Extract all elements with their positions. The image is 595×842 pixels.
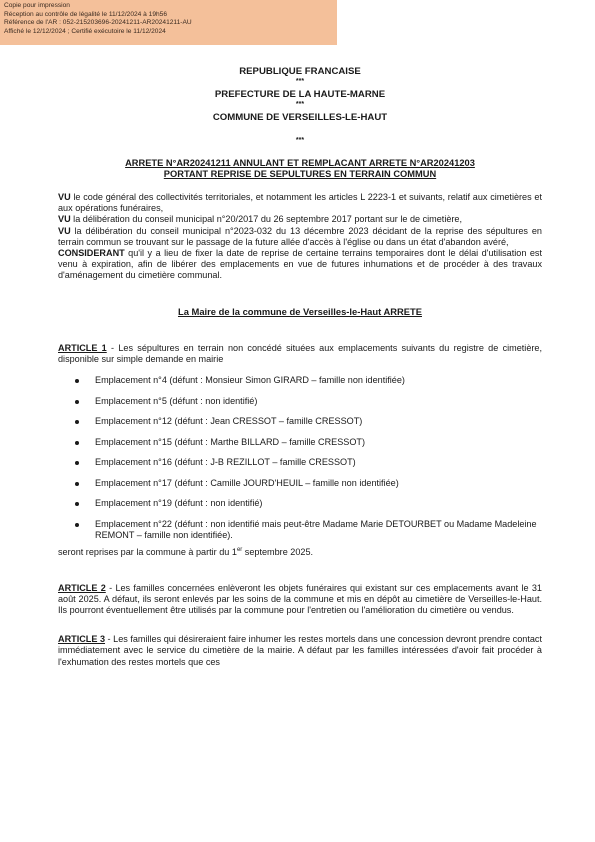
header-separator: *** [295, 137, 305, 144]
article-2-label: ARTICLE 2 [58, 582, 106, 593]
stamp-line: Réception au contrôle de légalité le 11/12/2024 à 19h56 [4, 10, 168, 18]
article-3-text: - Les familles qui désireraient faire inhumer les restes mortels dans une concession devront prendre contact immédiatement avec le service du cimetière de la mairie. A défaut par les familles intéressées d'avoir fait procéder à l'exhumation des restes mortels que ces [58, 634, 542, 667]
visa-lead: VU [58, 214, 71, 225]
article-2-text: - Les familles concernées enlèveront les objets funéraires qui existant sur ces emplacements avant le 31 août 2025. A défaut, ils seront enlevés par les soins de la commune et mis en dépôt au cimetière de Verseilles-le-Haut. Ils pourront éventuellement être utilisés par la commune pour l'entretien ou l'amélioration du cimetière ou vendus. [58, 582, 542, 616]
visa-item [58, 226, 542, 248]
document-page [58, 66, 542, 668]
legality-stamp [0, 0, 337, 45]
considerant-item [58, 248, 542, 282]
article-2 [58, 583, 542, 617]
header-republic: REPUBLIQUE FRANCAISE [239, 66, 361, 77]
article-3 [58, 634, 542, 668]
outro-text: seront reprises par la commune à partir du 1 [58, 547, 237, 558]
outro-text: septembre 2025. [242, 547, 314, 558]
decree-title-line2: PORTANT REPRISE DE SEPULTURES EN TERRAIN COMMUN [163, 169, 437, 179]
visa-lead: VU [58, 192, 71, 202]
list-item: Emplacement n°19 (défunt : non identifié) [58, 498, 542, 509]
visa-text: la délibération du conseil municipal n°2023-032 du 13 décembre 2023 décidant de la reprise des sépultures en terrain commun se trouvant sur le passage de la future allée d'accès à l'église ou dans un état d'abandon avéré, [58, 225, 542, 247]
header-separator: *** [295, 78, 305, 85]
list-item: Emplacement n°22 (défunt : non identifié mais peut-être Madame Marie DETOURBET ou Madame Madeleine REMONT – famille non identifiée). [58, 519, 542, 541]
visa-item [58, 192, 542, 214]
outro-sup: er [236, 547, 243, 554]
article-1-intro: - Les sépultures en terrain non concédé situées aux emplacements suivants du registre de cimetière, disponible sur simple demande en mairie [58, 342, 542, 365]
decision-heading: La Maire de la commune de Verseilles-le-Haut ARRETE [177, 305, 422, 317]
decree-title-line1: ARRETE N°AR20241211 ANNULANT ET REMPLACANT ARRETE N°AR20241203 [125, 158, 475, 168]
visa-text: la délibération du conseil municipal n°20/2017 du 26 septembre 2017 portant sur le de cimetière, [70, 214, 463, 225]
header-prefecture: PREFECTURE DE LA HAUTE-MARNE [214, 89, 386, 100]
considerant-lead: CONSIDERANT [58, 248, 125, 259]
article-1 [58, 343, 542, 365]
list-item: Emplacement n°15 (défunt : Marthe BILLARD – famille CRESSOT) [58, 437, 542, 448]
list-item: Emplacement n°12 (défunt : Jean CRESSOT – famille CRESSOT) [58, 416, 542, 427]
list-item: Emplacement n°17 (défunt : Camille JOURD'HEUIL – famille non identifiée) [58, 478, 542, 489]
list-item: Emplacement n°5 (défunt : non identifié) [58, 396, 542, 407]
list-item: Emplacement n°4 (défunt : Monsieur Simon GIRARD – famille non identifiée) [58, 375, 542, 386]
list-item: Emplacement n°16 (défunt : J-B REZILLOT – famille CRESSOT) [58, 457, 542, 468]
header-separator: *** [295, 101, 305, 108]
visa-item [58, 214, 542, 225]
visa-block [58, 192, 542, 282]
emplacement-list [58, 375, 542, 541]
article-3-label: ARTICLE 3 [58, 634, 106, 645]
article-1-label: ARTICLE 1 [58, 342, 107, 353]
considerant-text: qu'il y a lieu de fixer la date de reprise de certaine terrains temporaires dont le délai d'utilisation est venu à expiration, afin de libérer des emplacements en vue de futures inhumations et de procéder à des travaux d'aménagement du cimetière communal. [58, 248, 542, 281]
visa-lead: VU [58, 225, 71, 236]
stamp-line: Référence de l'AR : 052-215203696-20241211-AR20241211-AU [4, 19, 192, 27]
stamp-line: Copie pour impression [4, 2, 70, 9]
article-1-outro [58, 547, 542, 558]
header-commune: COMMUNE DE VERSEILLES-LE-HAUT [212, 112, 388, 123]
stamp-line: Affiché le 12/12/2024 ; Certifié exécutoire le 11/12/2024 [4, 27, 166, 35]
visa-text: le code général des collectivités territoriales, et notamment les articles L 2223-1 et suivants, relatif aux cimetières et aux opérations funéraires, [58, 192, 542, 214]
